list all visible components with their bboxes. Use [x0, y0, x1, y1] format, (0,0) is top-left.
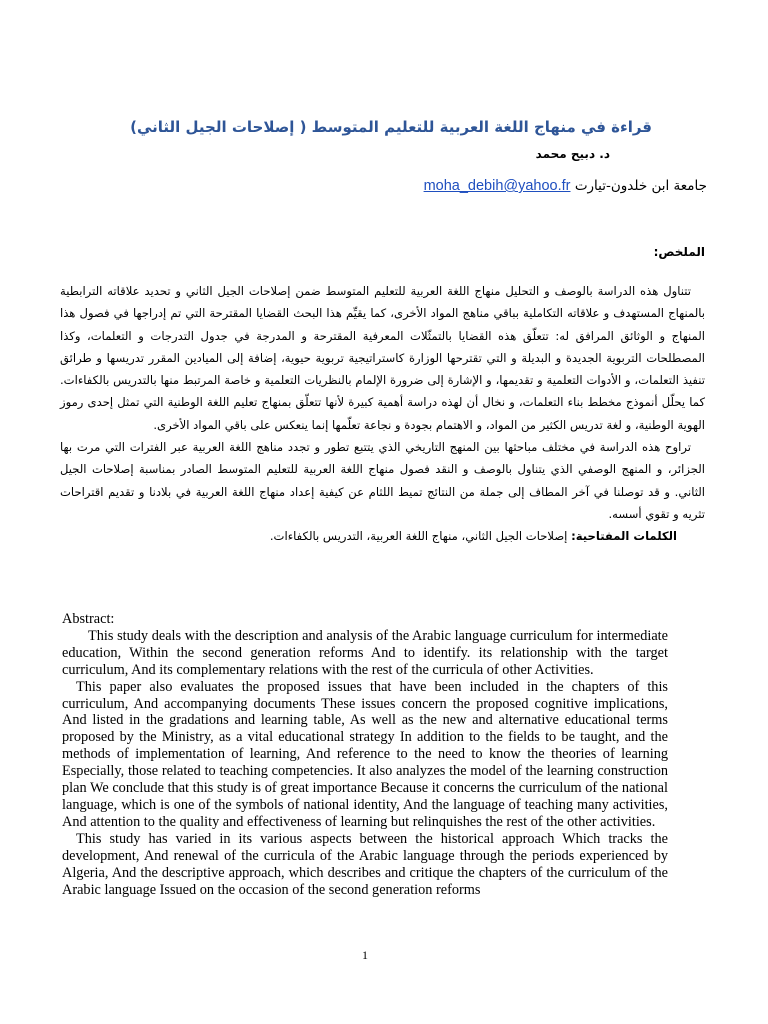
paper-title: قراءة في منهاج اللغة العربية للتعليم المتوسط ( إصلاحات الجيل الثاني) — [130, 118, 652, 136]
arabic-paragraph-1: تتناول هذه الدراسة بالوصف و التحليل منهاج اللغة العربية للتعليم المتوسط ضمن إصلاحات الجيل الثاني و تحديد علاقاته الترابطية بالمنهاج المستهدف و علاقاته التكاملية بباقي مناهج المواد الأخرى، كما يقيِّم هذا البحث القضايا المقترحة التي تم إدراجها في فصول هذا المنهاج و الوثائق المرافق له: تتعلّق هذه القضايا بالتمثّلات المعرفية المقترحة و المدرجة في جدول التدرجات و التعلمات، وكذا المصطلحات التربوية الجديدة و البديلة و التي تقترحها الوزارة كاستراتيجية تربوية حيوية، إضافة إلى الميادين المقرر تدريسها و طرائق تنفيذ التعلمات، و الأدوات التعلمية و تقديمها، و الإشارة إلى ضرورة الإلمام بالنظريات التعلمية و خاصة المرتبط منها بالتدريس بالكفاءات. كما يحلّل أنموذج مخطط بناء التعلمات، و نخال أن لهذه دراسة أهمية كبيرة لأنها تتعلّق بمنهاج تعليم اللغة الوطنية التي تمثل إحدى رموز الهوية الوطنية، و لغة تدريس الكثير من المواد، و الاهتمام بجودة و نجاعة تعلّمها إنما ينعكس على باقي المواد الأخرى. — [60, 284, 705, 432]
summary-heading: الملخص: — [653, 245, 705, 259]
author-name: د. دبيح محمد — [535, 147, 610, 161]
keywords-line — [60, 525, 705, 547]
page-number: 1 — [362, 948, 368, 962]
affiliation-line — [60, 178, 707, 194]
email-link[interactable]: moha_debih@yahoo.fr — [423, 178, 571, 194]
english-paragraph-1: This study deals with the description and analysis of the Arabic language curriculum for intermediate education, Within the second generation reforms And to identify. its relationship with the target curriculum, And its complementary relations with the rest of the curricula of other Activities. — [62, 627, 668, 678]
english-abstract — [62, 611, 668, 898]
english-paragraph-2: This paper also evaluates the proposed issues that have been included in the chapters of this curriculum, And accompanying documents These issues concern the proposed cognitive implications, And listed in the gradations and learning table, As well as the new and alternative educational terms proposed by the Ministry, as a vital educational strategy In addition to the fields to be taught, and the methods of implementation of learning, And reference to the need to know the theories of learning Especially, those related to teaching competencies. It also analyzes the model of the learning construction plan We conclude that this study is of great importance Because it concerns the curriculum of the national language, which is one of the symbols of national identity, And the language of teaching many activities, And attention to the quality and effectiveness of learning but relinquishes the rest of the other activities. — [62, 678, 668, 830]
keywords-label: الكلمات المفتاحية: — [571, 529, 677, 544]
arabic-summary — [60, 280, 705, 548]
affiliation: جامعة ابن خلدون-تيارت — [574, 178, 707, 194]
keywords-text: إصلاحات الجيل الثاني، منهاج اللغة العربية، التدريس بالكفاءات. — [269, 529, 572, 544]
arabic-paragraph-2: تراوح هذه الدراسة في مختلف مباحثها بين المنهج التاريخي الذي يتتبع تطور و تجدد مناهج اللغة العربية عبر الفترات التي مرت بها الجزائر، و المنهج الوصفي الذي يتناول بالوصف و النقد فصول منهاج اللغة العربية للتعليم المتوسط الصادر بمناسبة إصلاحات الجيل الثاني. و قد توصلنا في آخر المطاف إلى جملة من النتائج تميط اللثام عن كيفية إعداد منهاج اللغة العربية في بلادنا و تقديم اقتراحات تثريه و تقوي أسسه. — [60, 440, 705, 521]
abstract-heading: Abstract: — [62, 611, 115, 627]
english-paragraph-3: This study has varied in its various aspects between the historical approach Which tracks the development, And renewal of the curricula of the Arabic language through the periods experienced by Algeria, And the descriptive approach, which describes and critique the chapters of the curriculum of the Arabic language Issued on the occasion of the second generation reforms — [62, 830, 668, 898]
